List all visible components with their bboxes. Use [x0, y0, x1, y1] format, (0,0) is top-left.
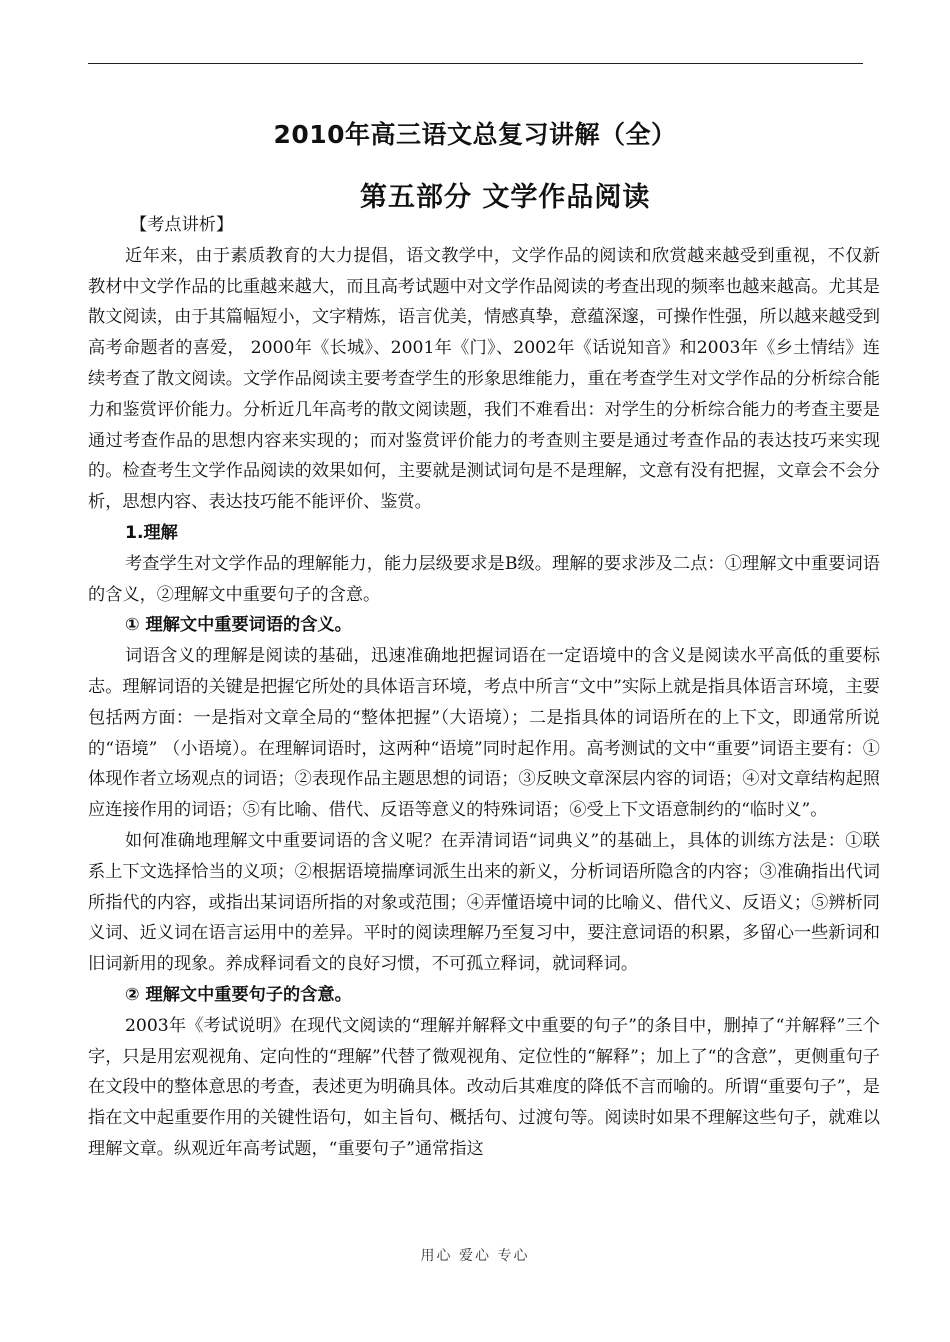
- part-heading: 第五部分 文学作品阅读: [360, 182, 651, 213]
- subheading-key-words: ① 理解文中重要词语的含义。: [125, 615, 352, 636]
- subheading-key-sentences: ② 理解文中重要句子的含意。: [125, 984, 352, 1005]
- page-footer: 用心 爱心 专心: [420, 1248, 530, 1264]
- section-heading-understanding: 1.理解: [125, 522, 178, 543]
- header-rule: [88, 63, 863, 64]
- intro-paragraph: 近年来，由于素质教育的大力提倡，语文教学中，文学作品的阅读和欣赏越来越受到重视，不仅新教材中文学作品的比重越来越大，而且高考试题中对文学作品阅读的考查出现的频率也越来越高。尤其是散文阅读，由于其篇幅短小，文字精炼，语言优美，情感真挚，意蕴深邃，可操作性强，所以越来越受到高考命题者的喜爱， 2000年《长城》、2001年《门》、2002年《话说知音》和2003年《乡土情结》连续考查了散文阅读。文学作品阅读主要考查学生的形象思维能力，重在考查学生对文学作品的分析综合能力和鉴赏评价能力。分析近几年高考的散文阅读题，我们不难看出：对学生的分析综合能力的考查主要是通过考查作品的思想内容来实现的；而对鉴赏评价能力的考查则主要是通过考查作品的表达技巧来实现的。检查考生文学作品阅读的效果如何，主要就是测试词句是不是理解，文意有没有把握，文章会不会分析，思想内容、表达技巧能不能评价、鉴赏。: [88, 245, 880, 513]
- document-title: 2010年高三语文总复习讲解（全）: [273, 120, 677, 149]
- section-paragraph: 考查学生对文学作品的理解能力，能力层级要求是B级。理解的要求涉及二点：①理解文中重要词语的含义，②理解文中重要句子的含意。: [88, 553, 880, 605]
- section-tag: 【考点讲析】: [130, 215, 234, 235]
- key-sentences-paragraph: 2003年《考试说明》在现代文阅读的“理解并解释文中重要的句子”的条目中，删掉了“并解释”三个字，只是用宏观视角、定向性的“理解”代替了微观视角、定位性的“解释”；加上了“的含意”，更侧重句子在文段中的整体意思的考查，表述更为明确具体。改动后其难度的降低不言而喻的。所谓“重要句子”，是指在文中起重要作用的关键性语句，如主旨句、概括句、过渡句等。阅读时如果不理解这些句子，就难以理解文章。纵观近年高考试题，“重要句子”通常指这: [88, 1015, 880, 1159]
- key-words-paragraph-2: 如何准确地理解文中重要词语的含义呢？在弄清词语“词典义”的基础上，具体的训练方法是：①联系上下文选择恰当的义项；②根据语境揣摩词派生出来的新义，分析词语所隐含的内容；③准确指出代词所指代的内容，或指出某词语所指的对象或范围；④弄懂语境中词的比喻义、借代义、反语义；⑤辨析同义词、近义词在语言运用中的差异。平时的阅读理解乃至复习中，要注意词语的积累，多留心一些新词和旧词新用的现象。养成释词看文的良好习惯，不可孤立释词，就词释词。: [88, 830, 880, 975]
- key-words-paragraph-1: 词语含义的理解是阅读的基础，迅速准确地把握词语在一定语境中的含义是阅读水平高低的重要标志。理解词语的关键是把握它所处的具体语言环境，考点中所言“文中”实际上就是指具体语言环境，主要包括两方面：一是指对文章全局的“整体把握”（大语境）；二是指具体的词语所在的上下文，即通常所说的“语境” （小语境）。在理解词语时，这两种“语境”同时起作用。高考测试的文中“重要”词语主要有：①体现作者立场观点的词语；②表现作品主题思想的词语；③反映文章深层内容的词语；④对文章结构起照应连接作用的词语；⑤有比喻、借代、反语等意义的特殊词语；⑥受上下文语意制约的“临时义”。: [88, 646, 880, 821]
- document-body: [88, 210, 880, 1165]
